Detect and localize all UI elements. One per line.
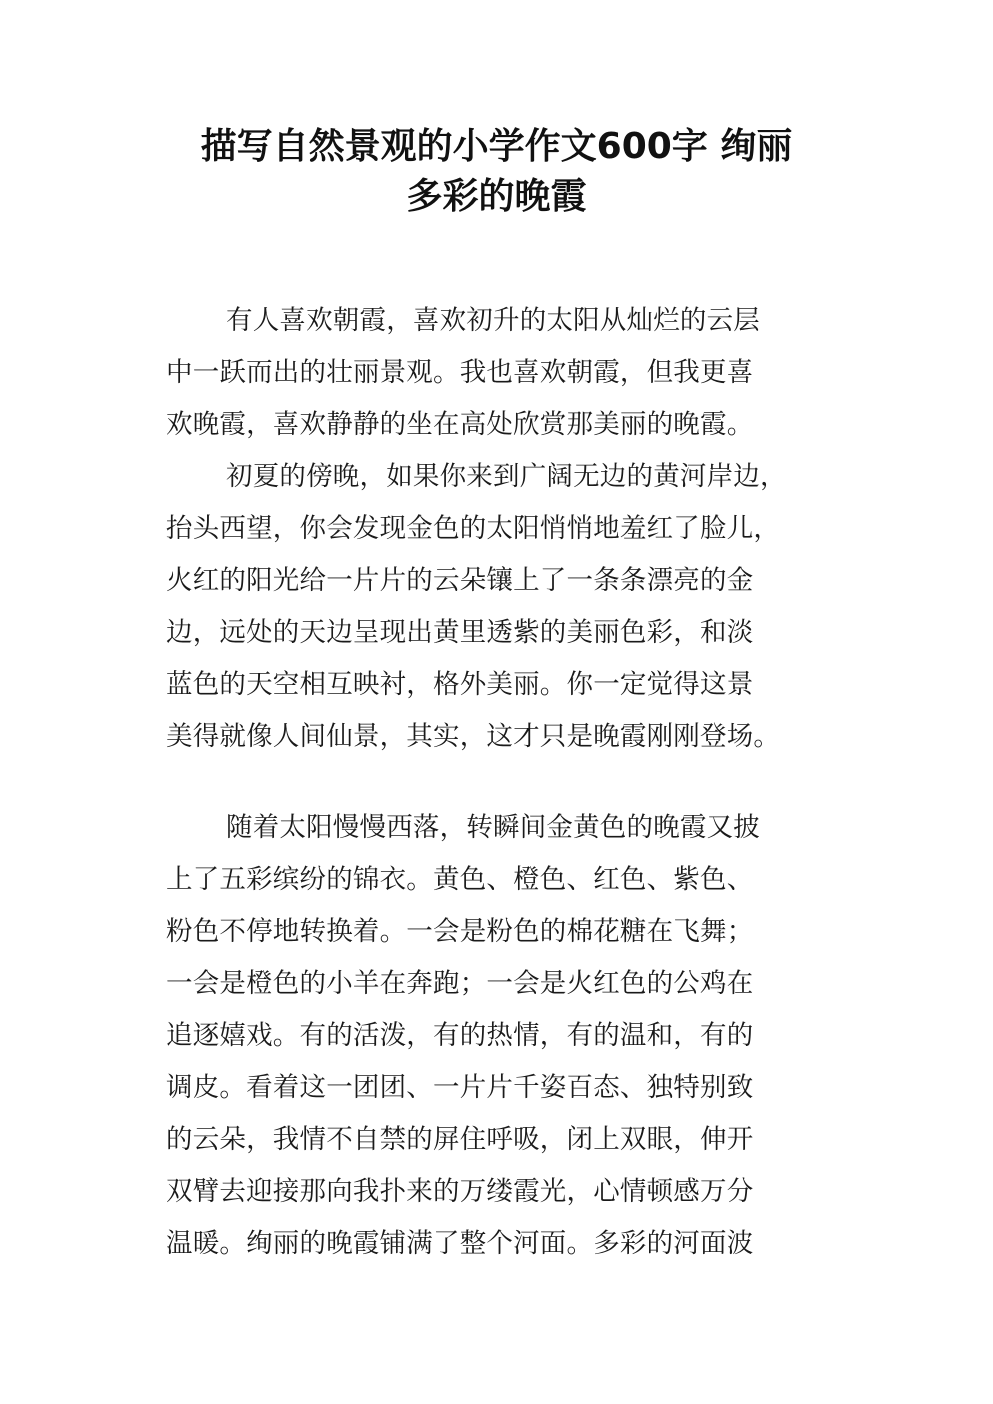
body-text-block-2 bbox=[166, 802, 846, 1270]
text-line: 美得就像人间仙景，其实，这才只是晚霞刚刚登场。 bbox=[166, 721, 781, 752]
body-text-block-1 bbox=[166, 295, 846, 763]
text-line: 随着太阳慢慢西落，转瞬间金黄色的晚霞又披 bbox=[226, 812, 760, 843]
paragraph-3 bbox=[166, 802, 846, 1270]
paragraph-1 bbox=[166, 295, 846, 451]
paragraph-2 bbox=[166, 451, 846, 763]
text-line: 欢晚霞，喜欢静静的坐在高处欣赏那美丽的晚霞。 bbox=[166, 409, 754, 440]
text-line: 双臂去迎接那向我扑来的万缕霞光，心情顿感万分 bbox=[166, 1176, 754, 1207]
text-line: 蓝色的天空相互映衬，格外美丽。你一定觉得这景 bbox=[166, 669, 754, 700]
text-line: 有人喜欢朝霞，喜欢初升的太阳从灿烂的云层 bbox=[226, 305, 760, 336]
text-line: 调皮。看着这一团团、一片片千姿百态、独特别致 bbox=[166, 1072, 754, 1103]
text-line: 粉色不停地转换着。一会是粉色的棉花糖在飞舞； bbox=[166, 916, 754, 947]
text-line: 的云朵，我情不自禁的屏住呼吸，闭上双眼，伸开 bbox=[166, 1124, 754, 1155]
title-line-1: 描写自然景观的小学作文600字 绚丽 bbox=[200, 126, 793, 167]
text-line: 抬头西望，你会发现金色的太阳悄悄地羞红了脸儿， bbox=[166, 513, 781, 544]
text-line: 中一跃而出的壮丽景观。我也喜欢朝霞，但我更喜 bbox=[166, 357, 754, 388]
text-line: 火红的阳光给一片片的云朵镶上了一条条漂亮的金 bbox=[166, 565, 754, 596]
document-title bbox=[0, 122, 993, 222]
text-line: 上了五彩缤纷的锦衣。黄色、橙色、红色、紫色、 bbox=[166, 864, 754, 895]
text-line: 边，远处的天边呈现出黄里透紫的美丽色彩，和淡 bbox=[166, 617, 754, 648]
text-line: 一会是橙色的小羊在奔跑；一会是火红色的公鸡在 bbox=[166, 968, 754, 999]
text-line: 温暖。绚丽的晚霞铺满了整个河面。多彩的河面波 bbox=[166, 1228, 754, 1259]
text-line: 初夏的傍晚，如果你来到广阔无边的黄河岸边， bbox=[226, 461, 787, 492]
title-line-2: 多彩的晚霞 bbox=[406, 176, 587, 217]
text-line: 追逐嬉戏。有的活泼，有的热情，有的温和，有的 bbox=[166, 1020, 754, 1051]
